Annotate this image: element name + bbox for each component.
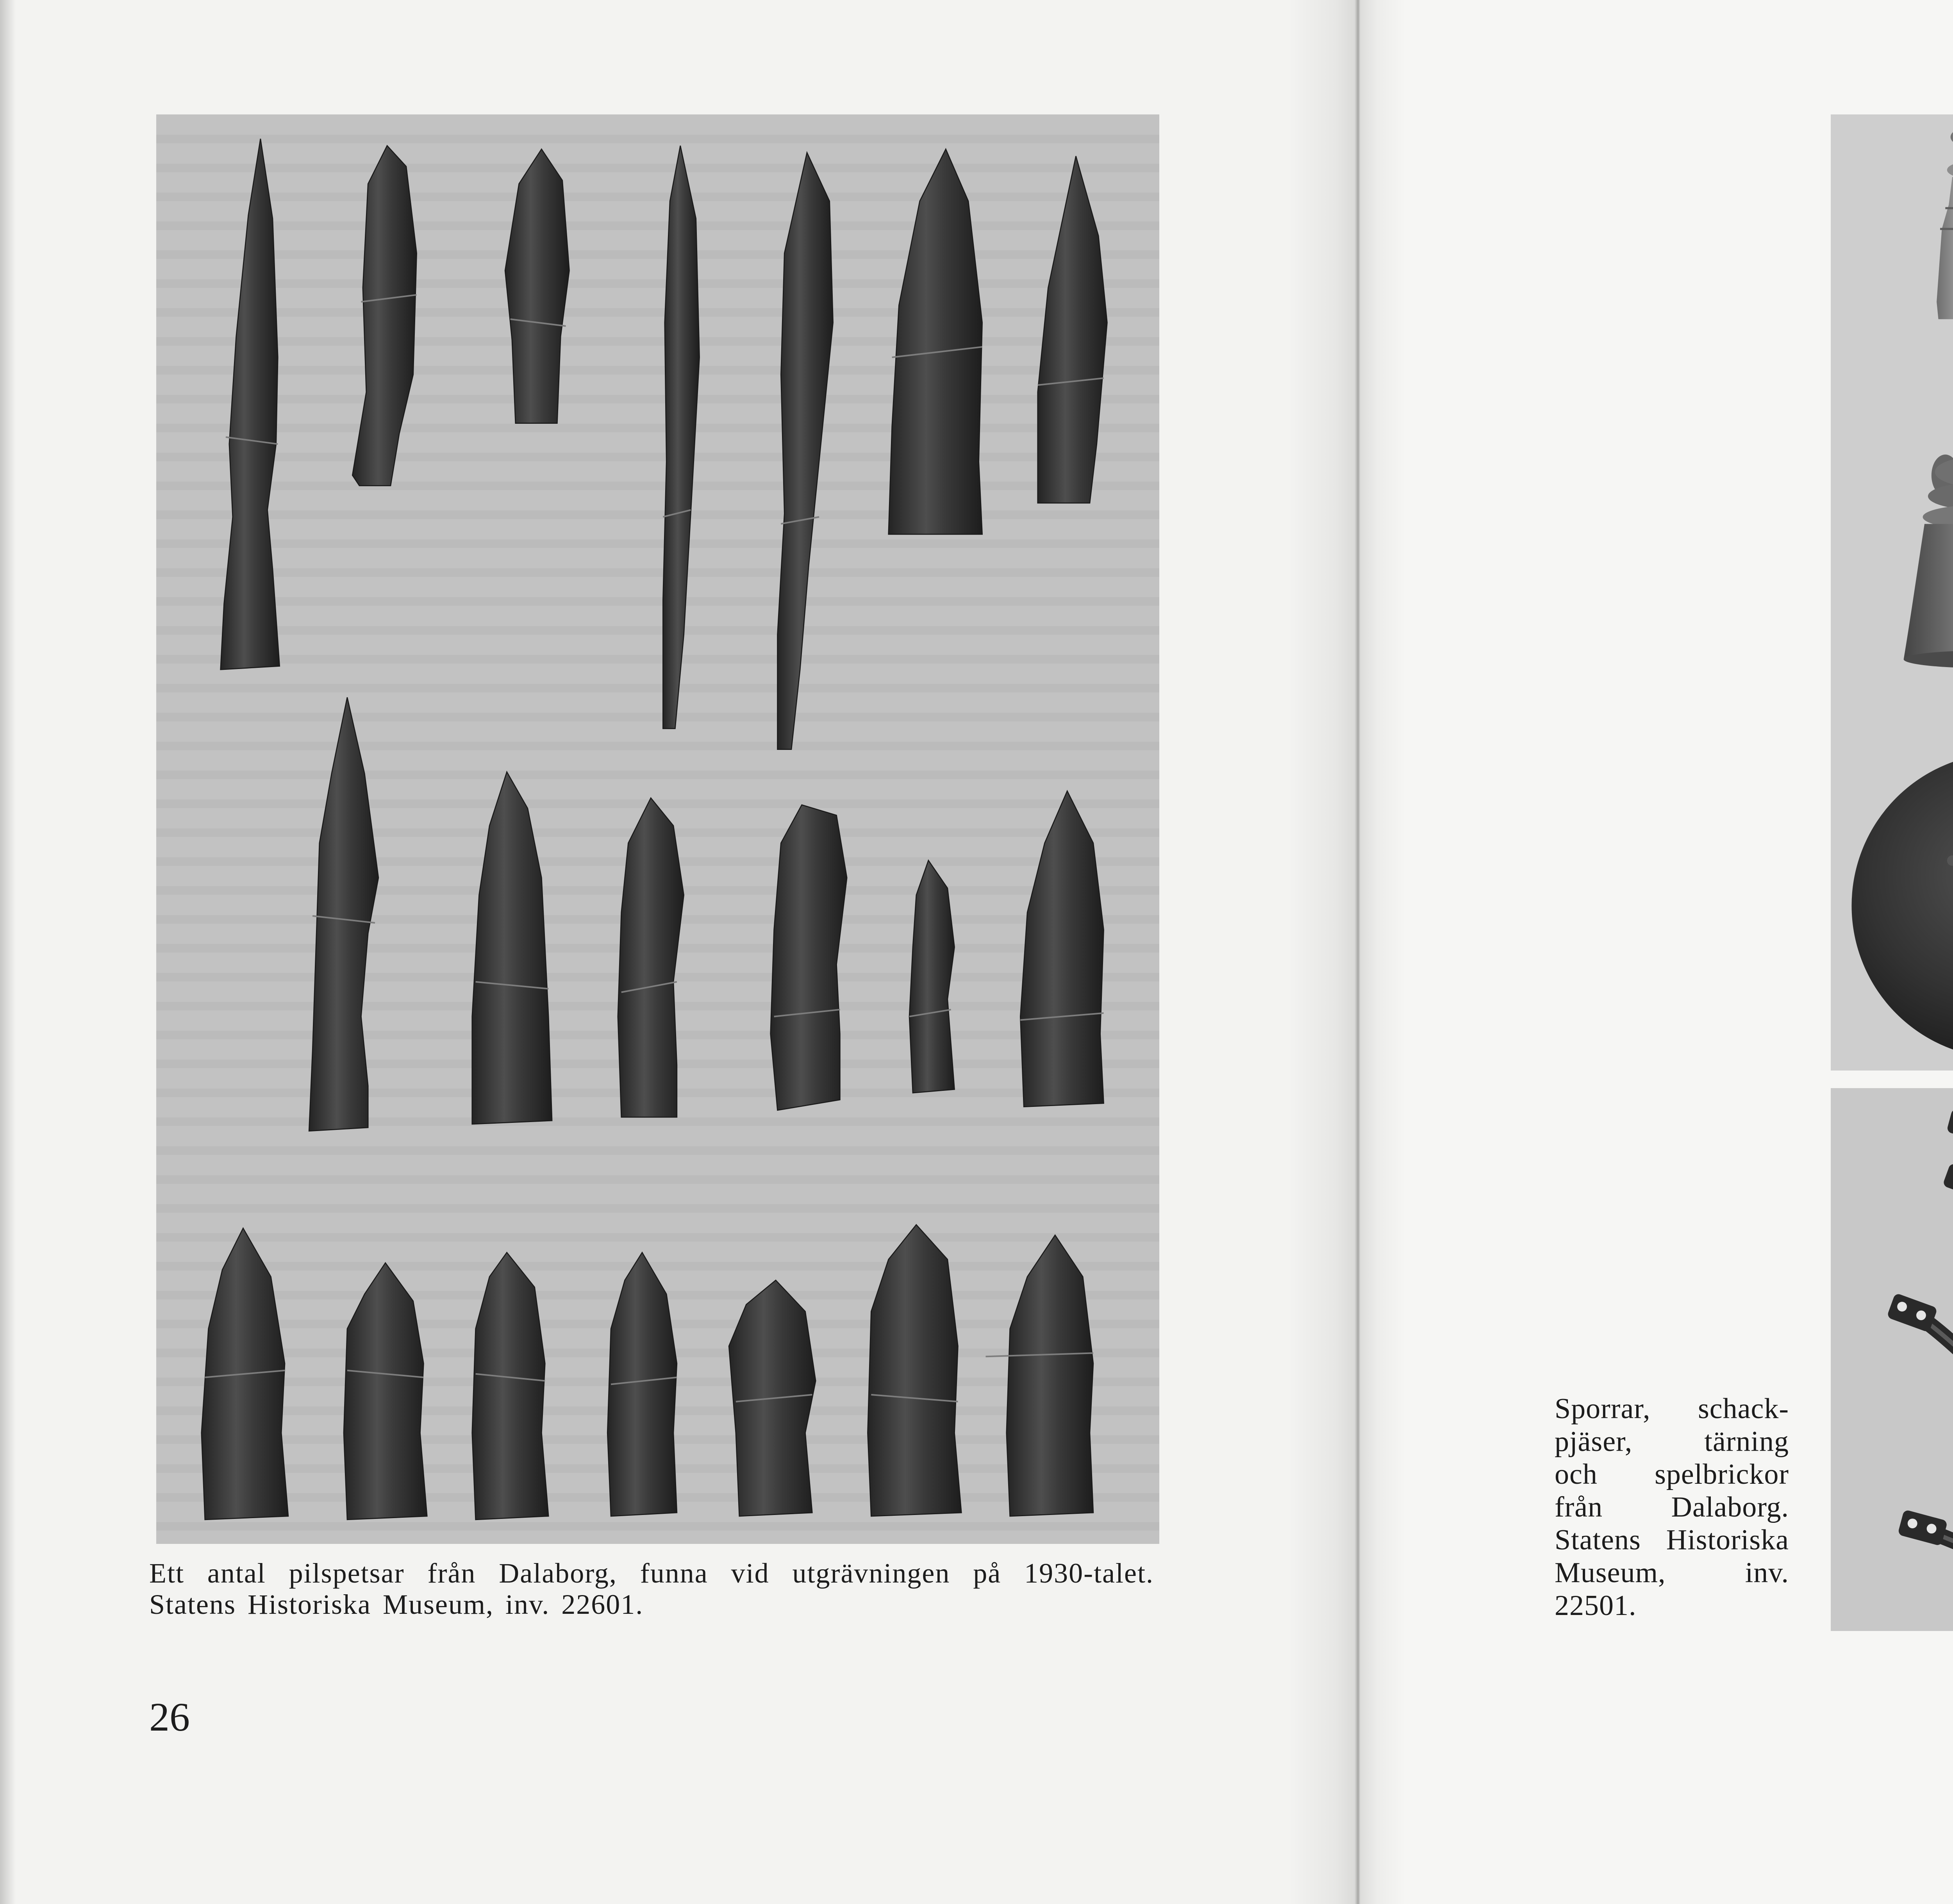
spur [1942, 1133, 1953, 1269]
right-page [1359, 0, 1953, 1904]
spur [1887, 1293, 1953, 1449]
right-caption [1555, 1392, 1789, 1622]
arrowhead [1020, 791, 1103, 1106]
arrowheads-illustration [156, 114, 1159, 1544]
arrowhead [344, 1263, 427, 1519]
game-pieces-photo [1831, 114, 1953, 1071]
arrowhead [505, 149, 569, 423]
spurs-photo [1831, 1088, 1953, 1631]
spur [1898, 1387, 1953, 1586]
arrowheads [202, 139, 1107, 1520]
arrowhead [663, 146, 699, 728]
arrowhead [909, 860, 954, 1093]
chess-pawn [1937, 127, 1953, 319]
caption-line: från Dalaborg. [1555, 1491, 1789, 1523]
arrowhead [777, 153, 833, 749]
arrowhead [1038, 156, 1107, 503]
arrowhead [352, 146, 416, 486]
arrowhead [221, 139, 280, 669]
caption-line: pjäser, tärning [1555, 1426, 1789, 1458]
left-caption [149, 1558, 1154, 1620]
caption-line: och spelbrickor [1555, 1458, 1789, 1490]
arrowhead [771, 805, 847, 1110]
chess-piece-bell [1904, 423, 1953, 668]
page-edge-shadow [0, 0, 16, 1904]
page-number: 26 [149, 1695, 190, 1740]
game-pieces-illustration [1831, 114, 1953, 1071]
game-counter-plain [1851, 753, 1953, 1058]
spurs-illustration [1831, 1088, 1953, 1631]
arrowhead [472, 1253, 548, 1520]
caption-line: Statens Historiska [1555, 1524, 1789, 1556]
caption-line: Museum, inv. [1555, 1557, 1789, 1589]
caption-line: 22501. [1555, 1590, 1637, 1622]
arrowhead [1007, 1235, 1093, 1516]
arrowheads-photo [156, 114, 1159, 1544]
caption-line: Statens Historiska Museum, inv. 22601. [149, 1589, 644, 1620]
caption-line: Sporrar, schack- [1555, 1393, 1789, 1425]
arrowhead [618, 798, 684, 1117]
spine-shadow [1289, 0, 1406, 1904]
arrowhead [472, 772, 552, 1124]
caption-line: Ett antal pilspetsar från Dalaborg, funna vid utgrävningen på 1930-talet. [149, 1558, 1154, 1589]
arrowhead [309, 697, 378, 1131]
arrowhead [889, 149, 982, 534]
arrowhead [868, 1225, 961, 1516]
